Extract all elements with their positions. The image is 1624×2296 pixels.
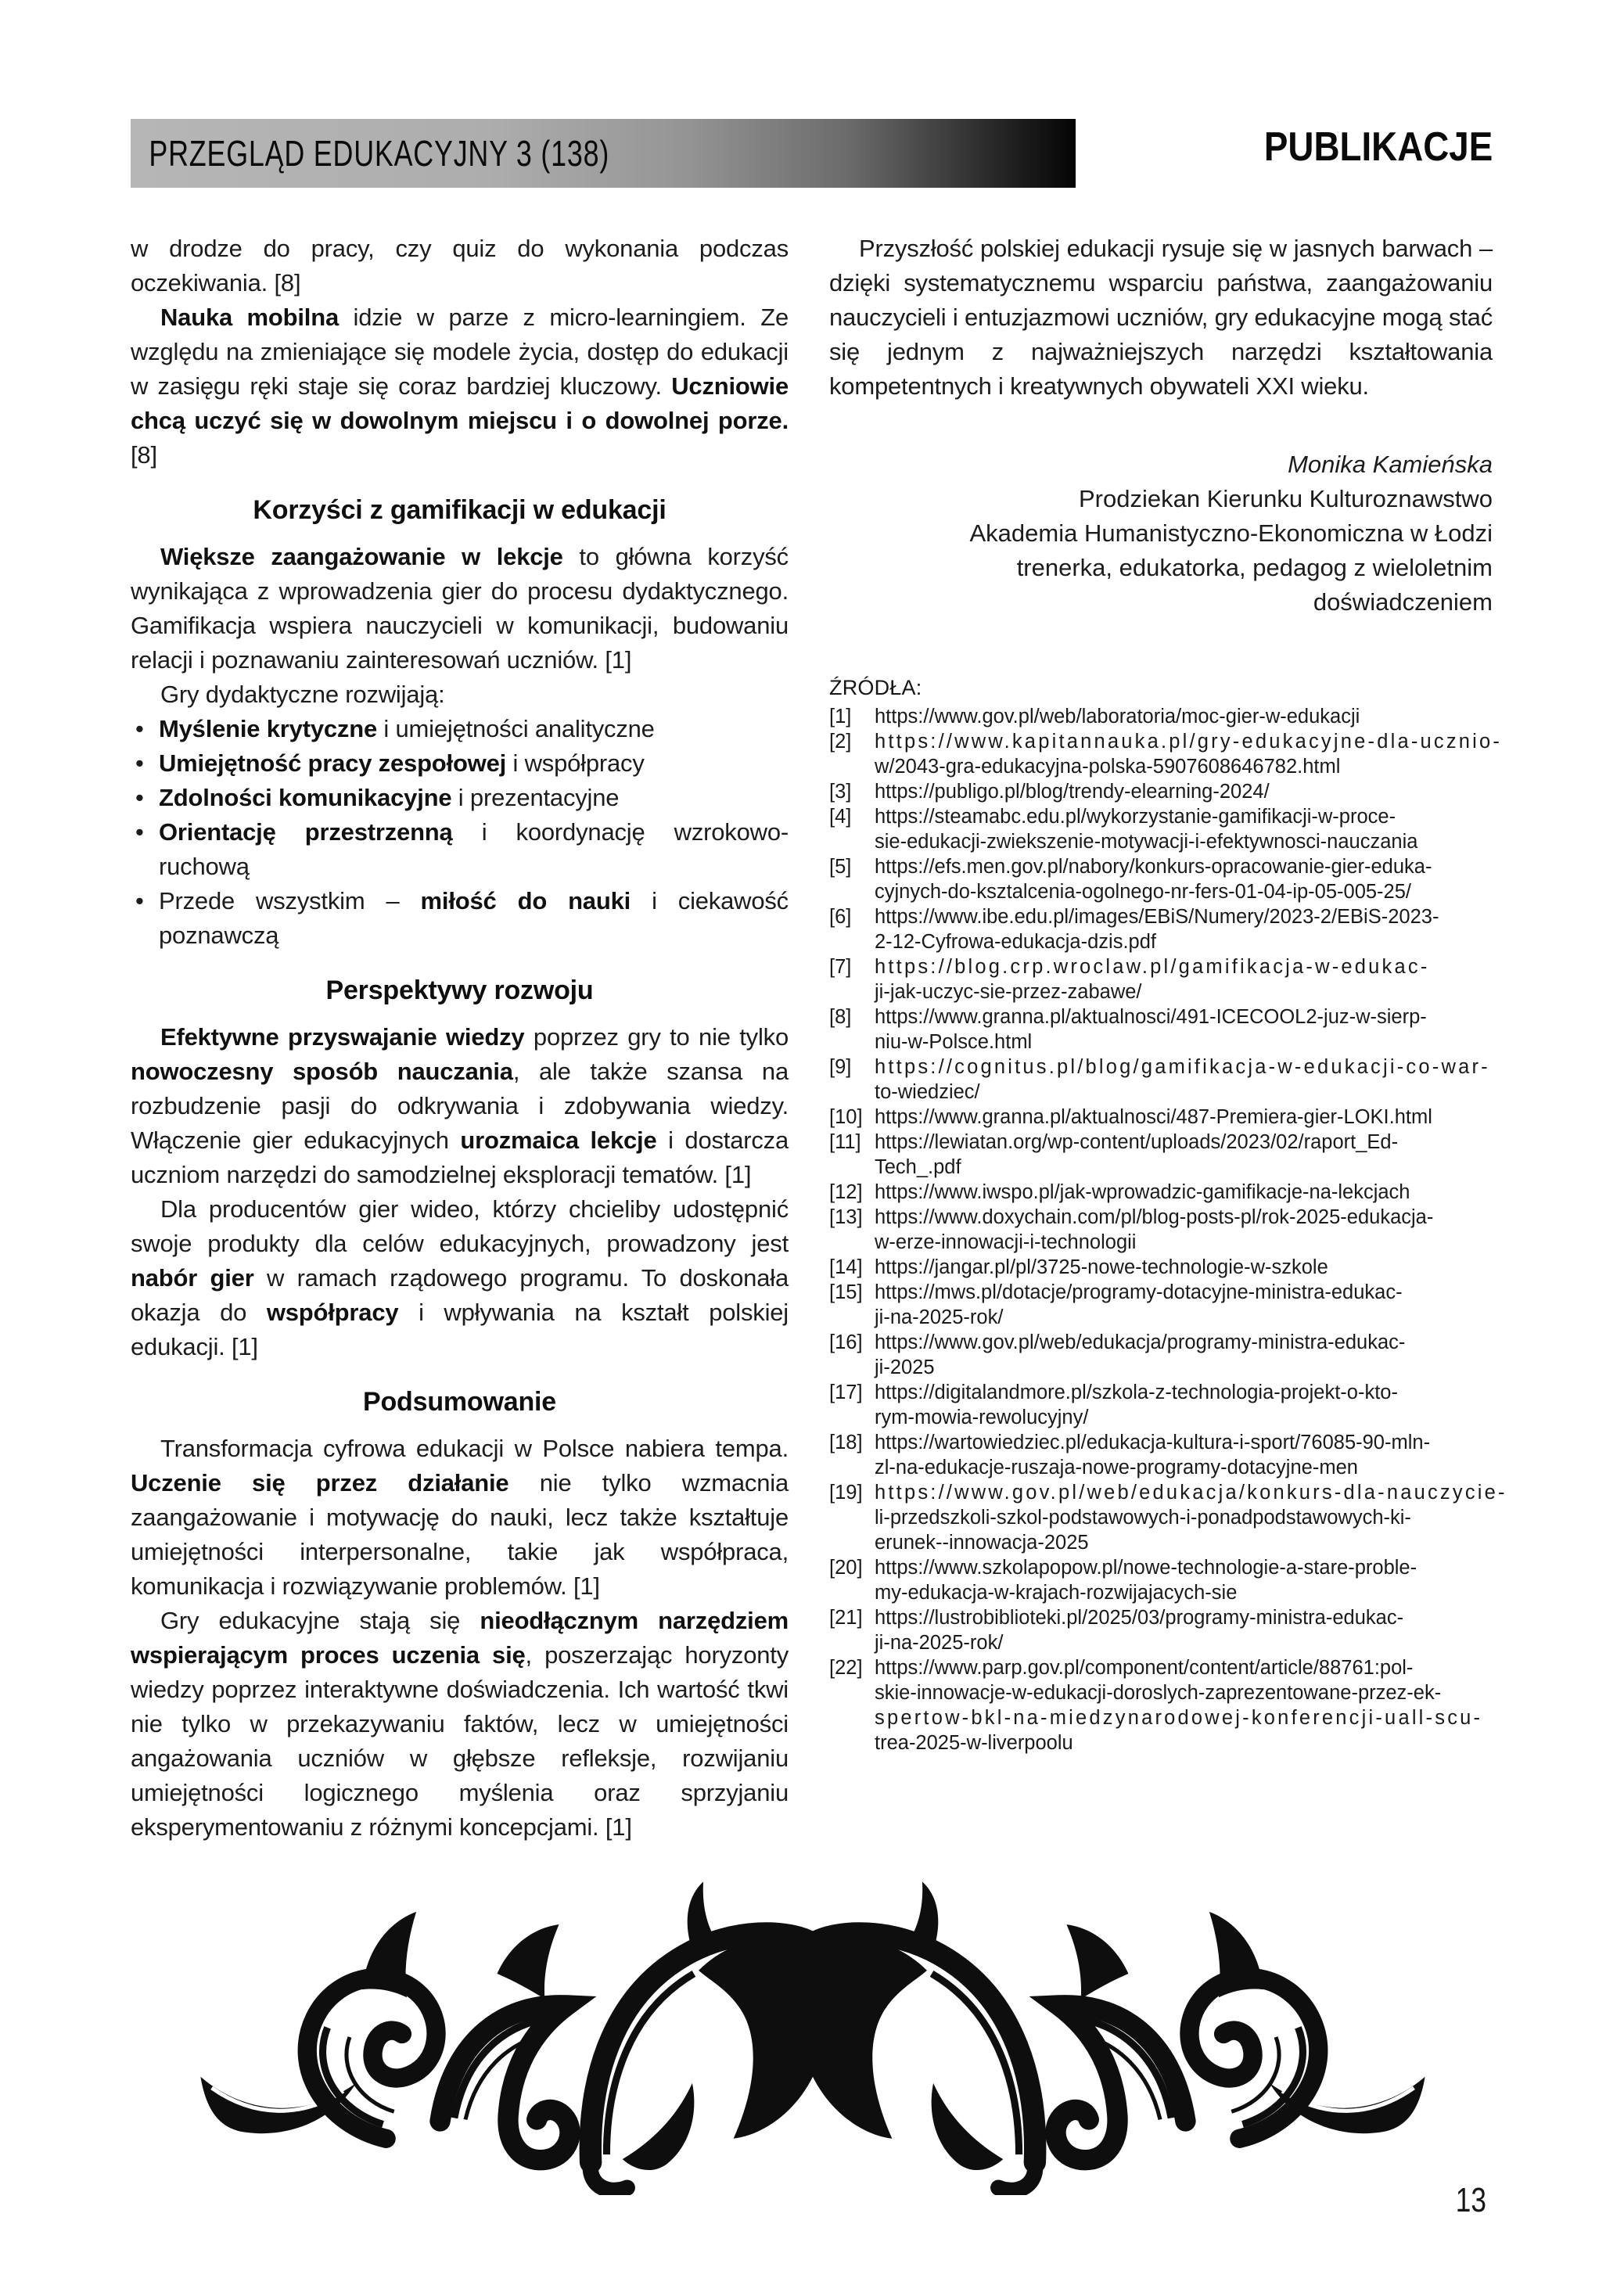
section-heading: Korzyści z gamifikacji w edukacji bbox=[253, 495, 666, 525]
text: i umiejętności analityczne bbox=[377, 715, 655, 742]
source-item bbox=[829, 1605, 1493, 1655]
source-item bbox=[829, 854, 1493, 904]
bold-text: nowoczesny sposób nauczania bbox=[131, 1058, 513, 1085]
source-url-line: skie-innowacje-w-edukacji-doroslych-zaprezentowane-przez-ek- bbox=[875, 1682, 1442, 1704]
text: , ale także szansa na rozbudzenie pasji do odkrywania i zdobywania wiedzy. Włączenie gier edukacyjnych bbox=[131, 1058, 789, 1154]
bullet-icon: • bbox=[135, 784, 144, 811]
article-paragraph bbox=[131, 232, 789, 300]
text: i wpływania na kształt polskiej edukacji. [1] bbox=[131, 1299, 789, 1360]
source-url-line: https://www.szkolapopow.pl/nowe-technologie-a-stare-proble- bbox=[875, 1557, 1417, 1579]
source-url-line: https://www.granna.pl/aktualnosci/491-ICECOOL2-juz-w-sierp- bbox=[875, 1006, 1427, 1028]
article-paragraph bbox=[131, 1604, 789, 1845]
source-url-line: https://publigo.pl/blog/trendy-elearning-2024/ bbox=[875, 781, 1270, 803]
text: Dla producentów gier wideo, którzy chcieliby udostępnić swoje produkty dla celów edukacyjnych, prowadzony jest bbox=[131, 1195, 789, 1257]
source-item bbox=[829, 1480, 1507, 1555]
text: Przede wszystkim – bbox=[159, 887, 421, 914]
source-url-line: ji-2025 bbox=[875, 1356, 935, 1378]
source-number: [19] bbox=[829, 1482, 863, 1504]
source-url-line: https://digitalandmore.pl/szkola-z-technologia-projekt-o-kto- bbox=[875, 1382, 1398, 1403]
bullet-item bbox=[131, 815, 789, 884]
author-name: Monika Kamieńska bbox=[1288, 451, 1493, 478]
text: nie tylko wzmacnia zaangażowanie i motywację do nauki, lecz także kształtuje umiejętności interpersonalne, takie jak współpraca, komunikacja i rozwiązywanie problemów. [1] bbox=[131, 1469, 789, 1600]
bold-text: nabór gier bbox=[131, 1264, 254, 1292]
source-url-line: zl-na-edukacje-ruszaja-nowe-programy-dotacyjne-men bbox=[875, 1457, 1358, 1479]
source-item bbox=[829, 954, 1493, 1004]
source-url-line: 2-12-Cyfrowa-edukacja-dzis.pdf bbox=[875, 931, 1156, 953]
source-number: [21] bbox=[829, 1607, 863, 1629]
text: Transformacja cyfrowa edukacji w Polsce nabiera tempa. bbox=[160, 1435, 789, 1462]
bullet-item bbox=[131, 781, 789, 815]
text: i dostarcza uczniom narzędzi do samodzielnej eksploracji tematów. [1] bbox=[131, 1126, 789, 1188]
bold-text: nieodłącznym narzędziem wspierającym proces uczenia się bbox=[131, 1607, 789, 1669]
source-url-line: https://www.ibe.edu.pl/images/EBiS/Numery/2023-2/EBiS-2023- bbox=[875, 906, 1439, 928]
text: i koordynację wzrokowo-ruchową bbox=[159, 818, 789, 880]
source-url-line: https://blog.crp.wroclaw.pl/gamifikacja-w-edukac- bbox=[875, 956, 1430, 978]
source-number: [4] bbox=[829, 806, 852, 828]
section-heading: Podsumowanie bbox=[363, 1387, 556, 1417]
source-url-line: https://wartowiedziec.pl/edukacja-kultura-i-sport/76085-90-mln- bbox=[875, 1432, 1431, 1453]
bold-text: Uczniowie chcą uczyć się w dowolnym miejscu i o dowolnej porze. bbox=[131, 372, 789, 434]
text: i ciekawość poznawczą bbox=[159, 887, 789, 949]
source-item bbox=[829, 1180, 1493, 1205]
text: poprzez gry to nie tylko bbox=[524, 1023, 789, 1051]
section-heading: Perspektywy rozwoju bbox=[325, 976, 594, 1005]
author-block bbox=[829, 447, 1493, 620]
source-url-line: sie-edukacji-zwiekszenie-motywacji-i-efektywnosci-nauczania bbox=[875, 831, 1418, 853]
source-url-line: https://cognitus.pl/blog/gamifikacja-w-edukacji-co-war- bbox=[875, 1056, 1490, 1078]
text: idzie w parze z micro-learningiem. Ze względu na zmieniające się modele życia, dostęp do edukacji w zasięgu ręki staje się coraz bardziej kluczowy. bbox=[131, 304, 789, 400]
source-url-line: niu-w-Polsce.html bbox=[875, 1031, 1033, 1053]
source-item bbox=[829, 1255, 1493, 1280]
article-paragraph bbox=[131, 540, 789, 677]
source-number: [16] bbox=[829, 1331, 863, 1353]
bullet-icon: • bbox=[135, 715, 144, 742]
source-number: [12] bbox=[829, 1181, 863, 1203]
bullet-icon: • bbox=[135, 818, 144, 846]
baroque-flourish-ornament bbox=[178, 1876, 1447, 2195]
text: , poszerzając horyzonty wiedzy poprzez interaktywne doświadczenia. Ich wartość tkwi nie tylko w przekazywaniu faktów, lecz w umiejętności angażowania uczniów w głębsze refleksje, rozwijaniu umiejętności logicznego myślenia oraz sprzyjaniu eksperymentowaniu z różnymi koncepcjami. [1] bbox=[131, 1641, 789, 1841]
bold-text: Zdolności komunikacyjne bbox=[159, 784, 452, 811]
source-item bbox=[829, 1330, 1493, 1380]
source-number: [9] bbox=[829, 1056, 852, 1078]
author-affiliation-line: Akademia Humanistyczno-Ekonomiczna w Łodzi bbox=[969, 519, 1493, 547]
source-url-line: https://steamabc.edu.pl/wykorzystanie-gamifikacji-w-proce- bbox=[875, 806, 1396, 828]
text: i współpracy bbox=[506, 749, 645, 777]
source-number: [20] bbox=[829, 1557, 863, 1579]
source-number: [7] bbox=[829, 956, 852, 978]
source-url-line: my-edukacja-w-krajach-rozwijajacych-sie bbox=[875, 1582, 1238, 1604]
source-number: [2] bbox=[829, 731, 852, 753]
bold-text: urozmaica lekcje bbox=[460, 1126, 657, 1154]
source-item bbox=[829, 729, 1503, 779]
bold-text: Orientację przestrzenną bbox=[159, 818, 453, 846]
source-number: [5] bbox=[829, 856, 852, 878]
article-paragraph bbox=[131, 300, 789, 472]
source-url-line: ji-na-2025-rok/ bbox=[875, 1306, 1004, 1328]
source-number: [10] bbox=[829, 1106, 863, 1128]
source-url-line: to-wiedziec/ bbox=[875, 1081, 980, 1103]
source-url-line: ji-na-2025-rok/ bbox=[875, 1632, 1004, 1654]
source-url-line: w/2043-gra-edukacyjna-polska-5907608646782.html bbox=[875, 756, 1341, 778]
bullet-item bbox=[131, 746, 789, 781]
source-number: [15] bbox=[829, 1281, 863, 1303]
source-url-line: https://www.gov.pl/web/laboratoria/moc-gier-w-edukacji bbox=[875, 706, 1360, 728]
sources-heading: ŹRÓDŁA: bbox=[829, 676, 922, 699]
bold-text: współpracy bbox=[266, 1299, 399, 1326]
text: w ramach rządowego programu. To doskonała okazja do bbox=[131, 1264, 789, 1326]
text: [8] bbox=[131, 441, 157, 469]
text: to główna korzyść wynikająca z wprowadzenia gier do procesu dydaktycznego. Gamifikacja wspiera nauczycieli w komunikacji, budowaniu relacji i poznawaniu zainteresowań uczniów. [1] bbox=[131, 543, 789, 674]
bullet-list bbox=[131, 712, 789, 953]
left-column bbox=[131, 232, 789, 1845]
page-number: 13 bbox=[1455, 2181, 1486, 2219]
source-url-line: erunek--innowacja-2025 bbox=[875, 1532, 1089, 1554]
author-affiliation-line: trenerka, edukatorka, pedagog z wieloletnim bbox=[1016, 554, 1493, 581]
sources-section bbox=[829, 674, 1507, 1755]
source-url-line: spertow-bkl-na-miedzynarodowej-konferencji-uall-scu- bbox=[875, 1707, 1483, 1729]
source-url-line: https://www.kapitannauka.pl/gry-edukacyjne-dla-ucznio- bbox=[875, 731, 1503, 753]
source-number: [22] bbox=[829, 1657, 863, 1679]
author-affiliation-line: doświadczeniem bbox=[1313, 588, 1493, 616]
source-item bbox=[829, 779, 1493, 804]
bold-text: miłość do nauki bbox=[420, 887, 631, 914]
source-number: [8] bbox=[829, 1006, 852, 1028]
article-paragraph bbox=[131, 677, 789, 712]
article-paragraph bbox=[131, 1192, 789, 1364]
section-title: PUBLIKACJE bbox=[1263, 124, 1493, 170]
source-url-line: https://mws.pl/dotacje/programy-dotacyjne-ministra-edukac- bbox=[875, 1281, 1403, 1303]
source-item bbox=[829, 804, 1493, 854]
source-item bbox=[829, 1280, 1493, 1330]
article-paragraph bbox=[131, 1020, 789, 1192]
bullet-item bbox=[131, 712, 789, 746]
lead-paragraph: Przyszłość polskiej edukacji rysuje się w jasnych barwach – dzięki systematycznemu wsparciu państwa, zaangażowaniu nauczycieli i entuzjazmowi uczniów, gry edukacyjne mogą stać się jednym z najważniejszych narzędzi kształtowania kompetentnych i kreatywnych obywateli XXI wieku. bbox=[829, 235, 1493, 400]
source-url-line: cyjnych-do-ksztalcenia-ogolnego-nr-fers-01-04-ip-05-005-25/ bbox=[875, 881, 1411, 903]
source-item bbox=[829, 1655, 1493, 1755]
source-number: [1] bbox=[829, 706, 852, 728]
source-url-line: Tech_.pdf bbox=[875, 1156, 961, 1178]
source-url-line: https://www.doxychain.com/pl/blog-posts-pl/rok-2025-edukacja- bbox=[875, 1206, 1434, 1228]
right-column bbox=[829, 232, 1507, 1755]
source-url-line: https://www.gov.pl/web/edukacja/programy-ministra-edukac- bbox=[875, 1331, 1406, 1353]
text: i prezentacyjne bbox=[451, 784, 620, 811]
source-url-line: https://www.parp.gov.pl/component/content/article/88761:pol- bbox=[875, 1657, 1414, 1679]
author-affiliation bbox=[829, 482, 1493, 620]
article-paragraph bbox=[131, 1432, 789, 1604]
source-item bbox=[829, 1105, 1493, 1130]
source-item bbox=[829, 1055, 1493, 1105]
bullet-icon: • bbox=[135, 887, 144, 914]
bold-text: Efektywne przyswajanie wiedzy bbox=[160, 1023, 525, 1051]
source-url-line: https://www.iwspo.pl/jak-wprowadzic-gamifikacje-na-lekcjach bbox=[875, 1181, 1410, 1203]
author-affiliation-line: Prodziekan Kierunku Kulturoznawstwo bbox=[1079, 485, 1493, 512]
source-item bbox=[829, 1205, 1493, 1255]
header-band bbox=[131, 119, 1076, 188]
text: Gry dydaktyczne rozwijają: bbox=[160, 681, 445, 708]
source-number: [17] bbox=[829, 1382, 863, 1403]
source-item bbox=[829, 904, 1493, 954]
source-url-line: https://www.granna.pl/aktualnosci/487-Premiera-gier-LOKI.html bbox=[875, 1106, 1432, 1128]
source-url-line: https://lustrobiblioteki.pl/2025/03/programy-ministra-edukac- bbox=[875, 1607, 1404, 1629]
source-item bbox=[829, 1555, 1493, 1605]
source-number: [6] bbox=[829, 906, 852, 928]
source-number: [13] bbox=[829, 1206, 863, 1228]
text: Gry edukacyjne stają się bbox=[160, 1607, 480, 1634]
source-item bbox=[829, 704, 1493, 729]
bullet-item bbox=[131, 884, 789, 953]
source-number: [18] bbox=[829, 1432, 863, 1453]
bullet-icon: • bbox=[135, 749, 144, 777]
source-url-line: w-erze-innowacji-i-technologii bbox=[875, 1231, 1137, 1253]
sources-list bbox=[829, 704, 1507, 1755]
source-url-line: https://efs.men.gov.pl/nabory/konkurs-opracowanie-gier-eduka- bbox=[875, 856, 1432, 878]
source-item bbox=[829, 1380, 1493, 1430]
source-url-line: trea-2025-w-liverpoolu bbox=[875, 1732, 1073, 1754]
source-number: [11] bbox=[829, 1131, 861, 1153]
source-item bbox=[829, 1130, 1493, 1180]
bold-text: Większe zaangażowanie w lekcje bbox=[160, 543, 563, 570]
source-url-line: rym-mowia-rewolucyjny/ bbox=[875, 1407, 1089, 1428]
text: w drodze do pracy, czy quiz do wykonania podczas oczekiwania. [8] bbox=[131, 235, 789, 296]
bold-text: Myślenie krytyczne bbox=[159, 715, 377, 742]
source-url-line: https://lewiatan.org/wp-content/uploads/2023/02/raport_Ed- bbox=[875, 1131, 1399, 1153]
journal-title: PRZEGLĄD EDUKACYJNY 3 (138) bbox=[149, 133, 610, 174]
bold-text: Uczenie się przez działanie bbox=[131, 1469, 509, 1497]
source-url-line: ji-jak-uczyc-sie-przez-zabawe/ bbox=[875, 981, 1142, 1003]
source-item bbox=[829, 1004, 1493, 1055]
source-number: [14] bbox=[829, 1256, 863, 1278]
source-url-line: https://jangar.pl/pl/3725-nowe-technologie-w-szkole bbox=[875, 1256, 1328, 1278]
source-number: [3] bbox=[829, 781, 852, 803]
bold-text: Nauka mobilna bbox=[160, 304, 339, 331]
source-url-line: li-przedszkoli-szkol-podstawowych-i-ponadpodstawowych-ki- bbox=[875, 1507, 1411, 1529]
source-url-line: https://www.gov.pl/web/edukacja/konkurs-dla-nauczycie- bbox=[875, 1482, 1507, 1504]
bold-text: Umiejętność pracy zespołowej bbox=[159, 749, 507, 777]
source-item bbox=[829, 1430, 1493, 1480]
